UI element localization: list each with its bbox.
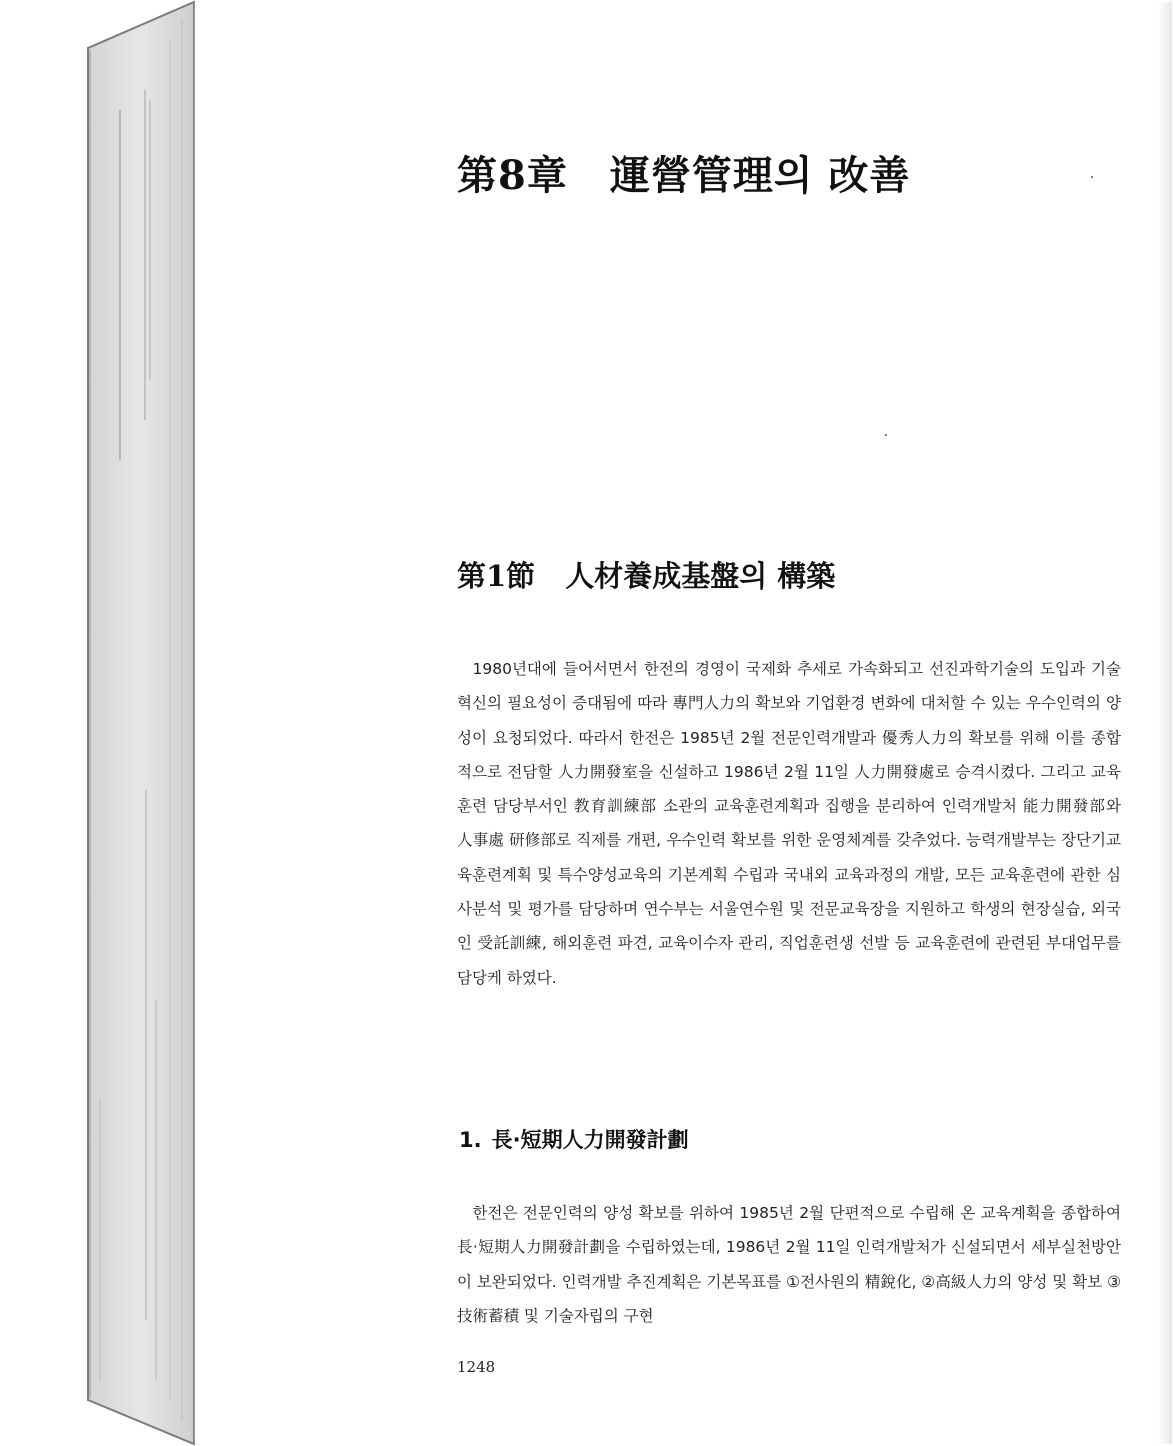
document-page: [194, 2, 1172, 1444]
chapter-number: 第8章: [457, 152, 568, 199]
subsection-number: 1.: [459, 1128, 482, 1152]
body-paragraph-1: 1980년대에 들어서면서 한전의 경영이 국제화 추세로 가속화되고 선진과학기술의 도입과 기술혁신의 필요성이 증대됨에 따라 專門人力의 확보와 기업환경 변화에 대처할 수 있는 우수인력의 양성이 요청되었다. 따라서 한전은 1985년 2월 전문인력개발과 優秀人力의 확보를 위해 이를 종합적으로 전담할 人力開發室을 신설하고 1986년 2월 11일 人力開發處로 승격시켰다. 그리고 교육훈련 담당부서인 教育訓練部 소관의 교육훈련계획과 집행을 분리하여 인력개발처 能力開發部와 人事處 研修部로 직제를 개편, 우수인력 확보를 위한 운영체계를 갖추었다. 능력개발부는 장단기교육훈련계획 및 특수양성교육의 기본계획 수립과 국내외 교육과정의 개발, 모든 교육훈련에 관한 심사분석 및 평가를 담당하며 연수부는 서울연수원 및 전문교육장을 지원하고 학생의 현장실습, 외국인 受託訓練, 해외훈련 파견, 교육이수자 관리, 직업훈련생 선발 등 교육훈련에 관련된 부대업무를 담당케 하였다.: [457, 660, 1121, 987]
chapter-title-text: 運營管理의 改善: [609, 152, 911, 199]
subsection-title: [459, 1124, 689, 1154]
page-edge-shade: [1158, 2, 1172, 1444]
book-page-stack-edge: [0, 0, 200, 1446]
body-paragraph-2: 한전은 전문인력의 양성 확보를 위하여 1985년 2월 단편적으로 수립해 온 교육계획을 종합하여 長·短期人力開發計劃을 수립하였는데, 1986년 2월 11일 인력개발처가 신설되면서 세부실천방안이 보완되었다. 인력개발 추진계획은 기본목표를 ①전사원의 精銳化, ②高級人力의 양성 및 확보 ③技術蓄積 및 기술자립의 구현: [457, 1204, 1121, 1325]
scan-speck: [1091, 176, 1093, 178]
chapter-title: [457, 144, 910, 201]
section-number: 第1節: [457, 559, 536, 593]
subsection-title-text: 長·短期人力開發計劃: [491, 1128, 689, 1152]
section-title: [457, 554, 835, 595]
scan-speck: [885, 434, 887, 436]
section-title-text: 人材養成基盤의 構築: [565, 559, 836, 593]
page-number: 1248: [457, 1358, 496, 1376]
